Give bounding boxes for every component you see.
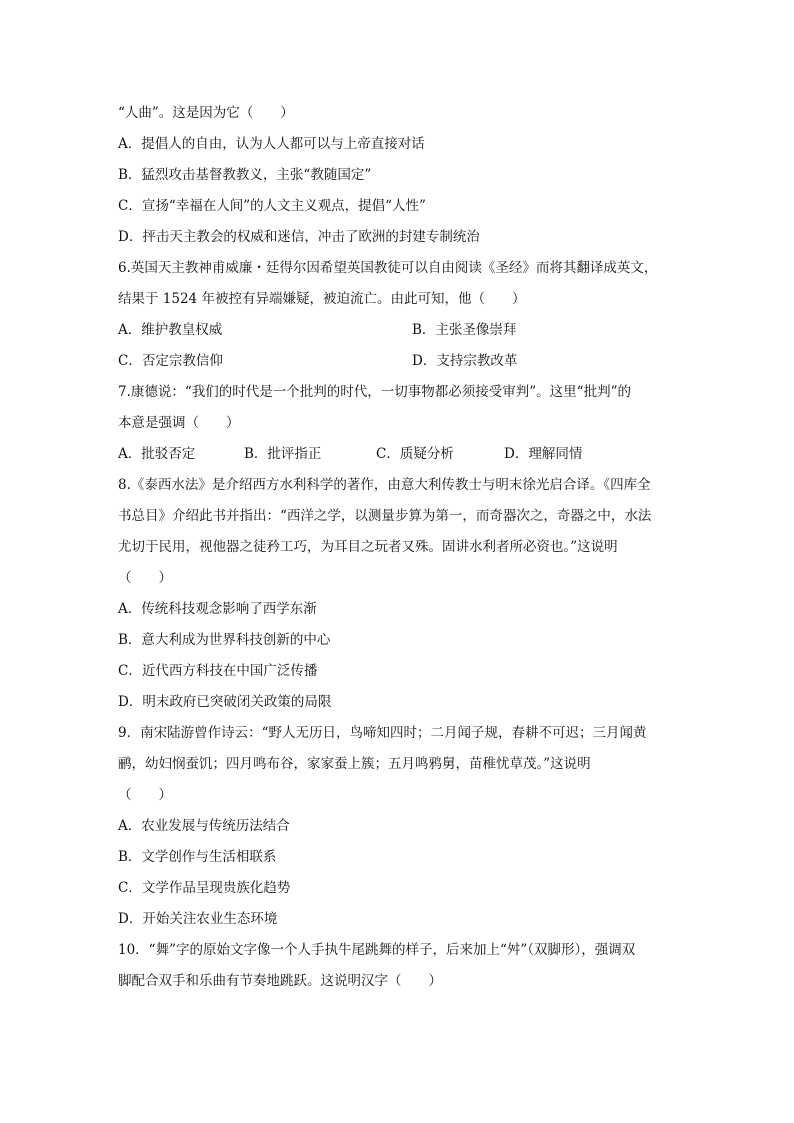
q5-continuation: “人曲”。这是因为它（ ） — [118, 105, 294, 121]
q6-option-a: A．维护教皇权威 — [118, 322, 223, 338]
q7-option-d: D．理解同情 — [504, 446, 583, 462]
q10-stem-line-1: 10．“舞”字的原始文字像一个人手执牛尾跳舞的样子，后来加上“舛”（双脚形），强调双 — [118, 942, 636, 958]
q7-option-c: C．质疑分析 — [376, 446, 454, 462]
q9-stem-line-2: 鹂，幼妇悯蚕饥；四月鸣布谷，家家蚕上簇；五月鸣鸦舅，苗稚忧草茂。”这说明 — [118, 756, 591, 772]
q7-option-a: A．批驳否定 — [118, 446, 196, 462]
q7-option-b: B．批评指正 — [244, 446, 322, 462]
q9-stem-line-1: 9．南宋陆游曾作诗云：“野人无历日，鸟啼知四时；二月闻子规，春耕不可迟；三月闻黄 — [118, 725, 647, 741]
q8-option-c: C．近代西方科技在中国广泛传播 — [118, 663, 318, 679]
q9-option-d: D．开始关注农业生态环境 — [118, 911, 278, 927]
q5-option-c: C．宣扬“幸福在人间”的人文主义观点，提倡“人性” — [118, 198, 426, 214]
q8-stem-line-4: （ ） — [118, 570, 172, 586]
q7-stem-line-1: 7.康德说：“我们的时代是一个批判的时代，一切事物都必须接受审判”。这里“批判”的 — [118, 384, 631, 400]
q6-stem-line-1: 6.英国天主教神甫威廉・廷得尔因希望英国教徒可以自由阅读《圣经》而将其翻译成英文， — [118, 260, 658, 276]
q6-option-b: B．主张圣像崇拜 — [412, 322, 517, 338]
q5-option-b: B．猛烈攻击基督教教义，主张“教随国定” — [118, 167, 372, 183]
q5-option-a: A．提倡人的自由，认为人人都可以与上帝直接对话 — [118, 136, 425, 152]
q6-option-c: C．否定宗教信仰 — [118, 353, 223, 369]
q5-option-d: D．抨击天主教会的权威和迷信，冲击了欧洲的封建专制统治 — [118, 229, 480, 245]
q7-stem-line-2: 本意是强调（ ） — [118, 415, 240, 431]
q9-option-b: B．文学创作与生活相联系 — [118, 849, 277, 865]
q9-option-c: C．文学作品呈现贵族化趋势 — [118, 880, 291, 896]
q8-stem-line-1: 8.《泰西水法》是介绍西方水利科学的著作，由意大利传教士与明末徐光启合译。《四库全 — [118, 477, 651, 493]
q8-option-a: A．传统科技观念影响了西学东渐 — [118, 601, 317, 617]
q6-stem-line-2: 结果于 1524 年被控有异端嫌疑，被迫流亡。由此可知，他（ ） — [118, 291, 526, 307]
q8-option-b: B．意大利成为世界科技创新的中心 — [118, 632, 331, 648]
q9-stem-line-3: （ ） — [118, 787, 172, 803]
q10-stem-line-2: 脚配合双手和乐曲有节奏地跳跃。这说明汉字（ ） — [118, 973, 442, 989]
q8-option-d: D．明末政府已突破闭关政策的局限 — [118, 694, 332, 710]
q8-stem-line-3: 尤切于民用，视他器之徒矜工巧，为耳目之玩者又殊。固讲水利者所必资也。”这说明 — [118, 539, 618, 555]
q9-option-a: A．农业发展与传统历法结合 — [118, 818, 290, 834]
q6-option-d: D．支持宗教改革 — [412, 353, 518, 369]
q8-stem-line-2: 书总目》介绍此书并指出：“西洋之学，以测量步算为第一，而奇器次之，奇器之中，水法 — [118, 508, 652, 524]
